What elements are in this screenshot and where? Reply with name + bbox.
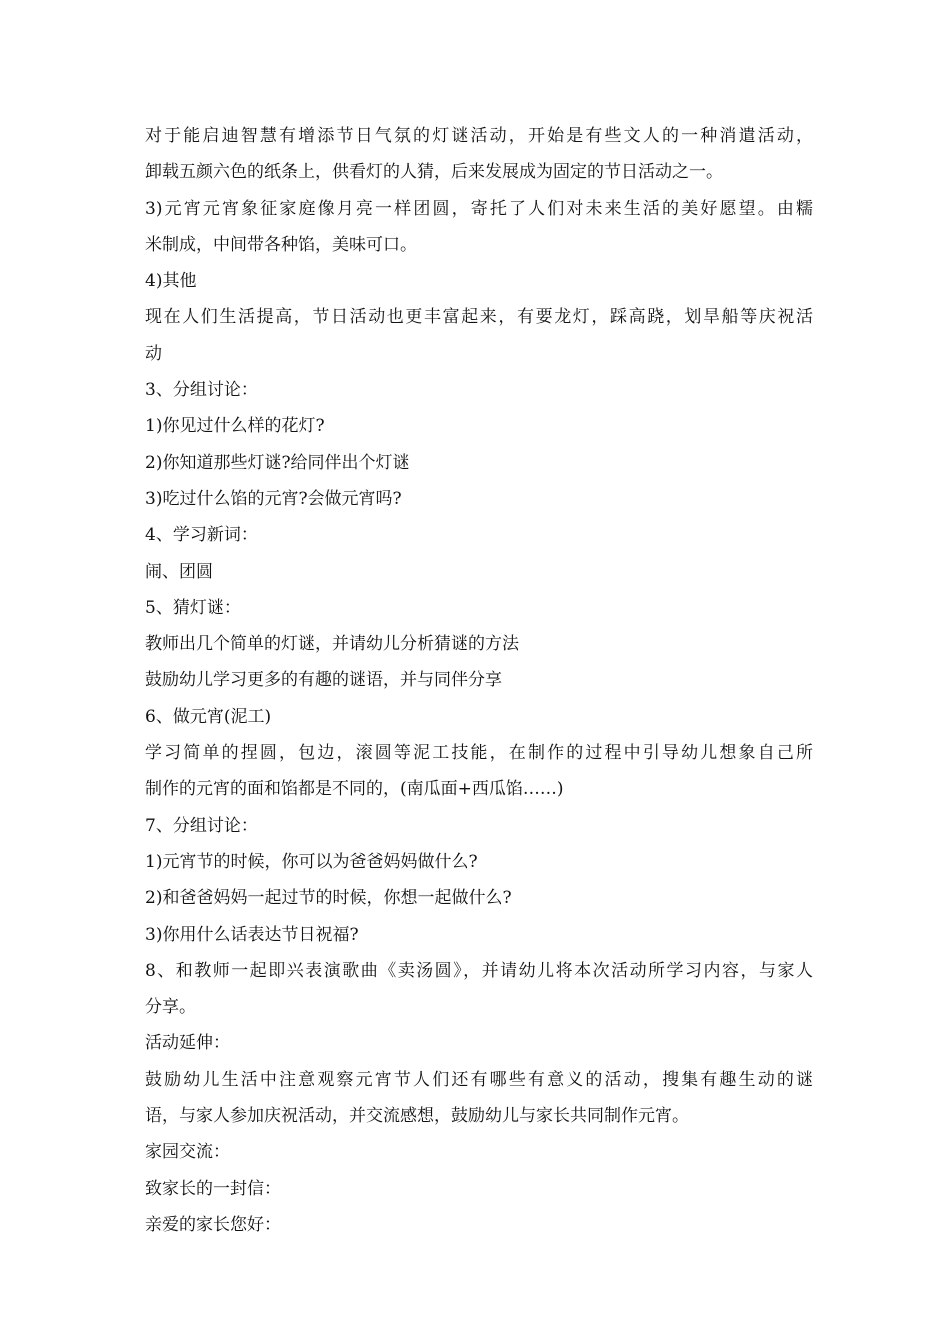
text-line: 致家长的一封信： — [145, 1178, 281, 1199]
text-line: 制作的元宵的面和馅都是不同的，(南瓜面+西瓜馅……) — [145, 779, 564, 800]
text-line: 语，与家人参加庆祝活动，并交流感想，鼓励幼儿与家长共同制作元宵。 — [145, 1106, 689, 1127]
section-heading: 活动延伸： — [145, 1033, 230, 1054]
text-line: 3)元宵元宵象征家庭像月亮一样团圆，寄托了人们对未来生活的美好愿望。由糯 — [145, 198, 813, 219]
section-heading: 8、和教师一起即兴表演歌曲《卖汤圆》，并请幼儿将本次活动所学习内容，与家人 — [145, 960, 813, 981]
section-heading: 家园交流： — [145, 1142, 230, 1163]
section-heading: 6、做元宵(泥工) — [145, 706, 272, 727]
section-heading: 7、分组讨论： — [145, 815, 258, 836]
list-item: 3)吃过什么馅的元宵?会做元宵吗? — [145, 488, 402, 509]
text-line: 亲爱的家长您好： — [145, 1214, 281, 1235]
list-item: 1)你见过什么样的花灯? — [145, 416, 325, 437]
section-heading: 3、分组讨论： — [145, 380, 258, 401]
text-line: 卸载五颜六色的纸条上，供看灯的人猜，后来发展成为固定的节日活动之一。 — [145, 162, 723, 183]
text-line: 教师出几个简单的灯谜，并请幼儿分析猜谜的方法 — [145, 634, 519, 655]
list-item: 2)和爸爸妈妈一起过节的时候，你想一起做什么? — [145, 888, 512, 909]
text-line: 闹、团圆 — [145, 561, 213, 582]
section-heading: 5、猜灯谜： — [145, 597, 241, 618]
text-line: 学习简单的捏圆，包边，滚圆等泥工技能，在制作的过程中引导幼儿想象自己所 — [145, 743, 813, 764]
text-line: 鼓励幼儿学习更多的有趣的谜语，并与同伴分享 — [145, 670, 502, 691]
document-body — [145, 118, 813, 1243]
text-line: 对于能启迪智慧有增添节日气氛的灯谜活动，开始是有些文人的一种消遣活动， — [145, 126, 813, 146]
section-heading: 4)其他 — [145, 271, 197, 292]
text-line: 现在人们生活提高，节日活动也更丰富起来，有要龙灯，踩高跷，划旱船等庆祝活 — [145, 307, 813, 328]
section-heading: 4、学习新词： — [145, 525, 258, 546]
text-line: 动 — [145, 343, 162, 364]
list-item: 1)元宵节的时候，你可以为爸爸妈妈做什么? — [145, 851, 478, 872]
text-line: 鼓励幼儿生活中注意观察元宵节人们还有哪些有意义的活动，搜集有趣生动的谜 — [145, 1069, 813, 1090]
text-line: 米制成，中间带各种馅，美味可口。 — [145, 234, 417, 255]
list-item: 2)你知道那些灯谜?给同伴出个灯谜 — [145, 452, 410, 473]
list-item: 3)你用什么话表达节日祝福? — [145, 924, 359, 945]
text-line: 分享。 — [145, 997, 196, 1018]
